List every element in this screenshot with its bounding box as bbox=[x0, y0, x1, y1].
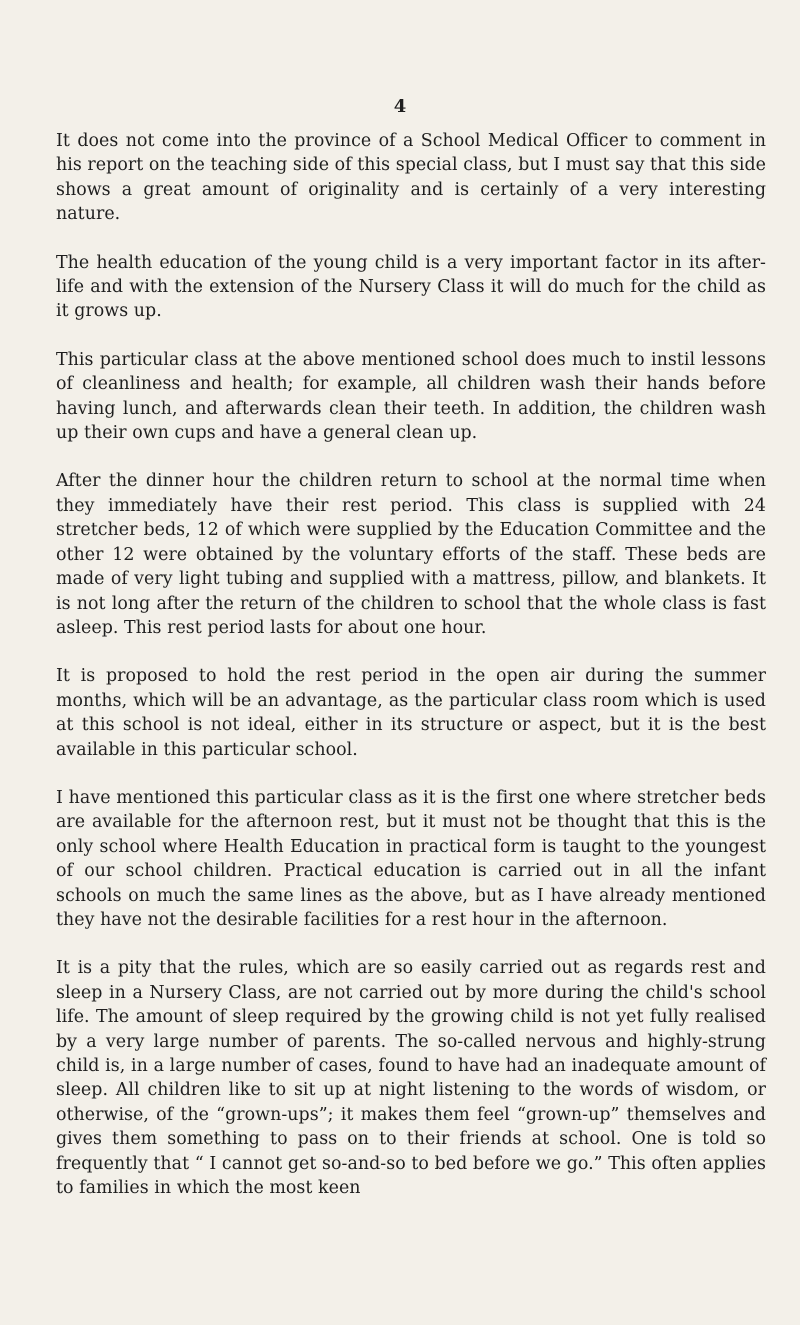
paragraph-7: It is a pity that the rules, which are so easily carried out as regards rest and sleep in a Nursery Class, are not carried out by more during the child's school life. The amount of sleep required by the growing child is not yet fully realised by a very large number of parents. The so-called nervous and highly-strung child is, in a large number of cases, found to have had an inadequate amount of sleep. All children like to sit up at night listening to the words of wisdom, or otherwise, of the “grown-ups”; it makes them feel “grown-up” themselves and gives them something to pass on to their friends at school. One is told so frequently that “ I cannot get so-and-so to bed before we go.” This often applies to families in which the most keen bbox=[56, 958, 766, 1199]
paragraph-2: The health education of the young child is a very important factor in its after-life and with the extension of the Nursery Class it will do much for the child as it grows up. bbox=[56, 252, 766, 322]
paragraph-5: It is proposed to hold the rest period in the open air during the summer months, which will be an advantage, as the particular class room which is used at this school is not ideal, either in its structure or aspect, but it is the best available in this particular school. bbox=[56, 666, 766, 760]
paragraph-4: After the dinner hour the children return to school at the normal time when they immediately have their rest period. This class is supplied with 24 stretcher beds, 12 of which were supplied by the Education Committee and the other 12 were obtained by the voluntary efforts of the staff. These beds are made of very light tubing and supplied with a mattress, pillow, and blankets. It is not long after the return of the children to school that the whole class is fast asleep. This rest period lasts for about one hour. bbox=[56, 471, 766, 638]
paragraph-1: It does not come into the province of a School Medical Officer to comment in his report on the teaching side of this special class, but I must say that this side shows a great amount of originality and is certainly of a very interesting nature. bbox=[56, 131, 766, 225]
paragraph-6: I have mentioned this particular class as it is the first one where stretcher beds are available for the afternoon rest, but it must not be thought that this is the only school where Health Education in practical form is taught to the youngest of our school children. Practical education is carried out in all the infant schools on much the same lines as the above, but as I have already mentioned they have not the desirable facilities for a rest hour in the afternoon. bbox=[56, 787, 766, 930]
paragraph-3: This particular class at the above mentioned school does much to instil lessons of cleanliness and health; for example, all children wash their hands before having lunch, and afterwards clean their teeth. In addition, the children wash up their own cups and have a general clean up. bbox=[56, 349, 766, 444]
page-number: 4 bbox=[393, 96, 407, 117]
body-text bbox=[56, 129, 766, 1224]
